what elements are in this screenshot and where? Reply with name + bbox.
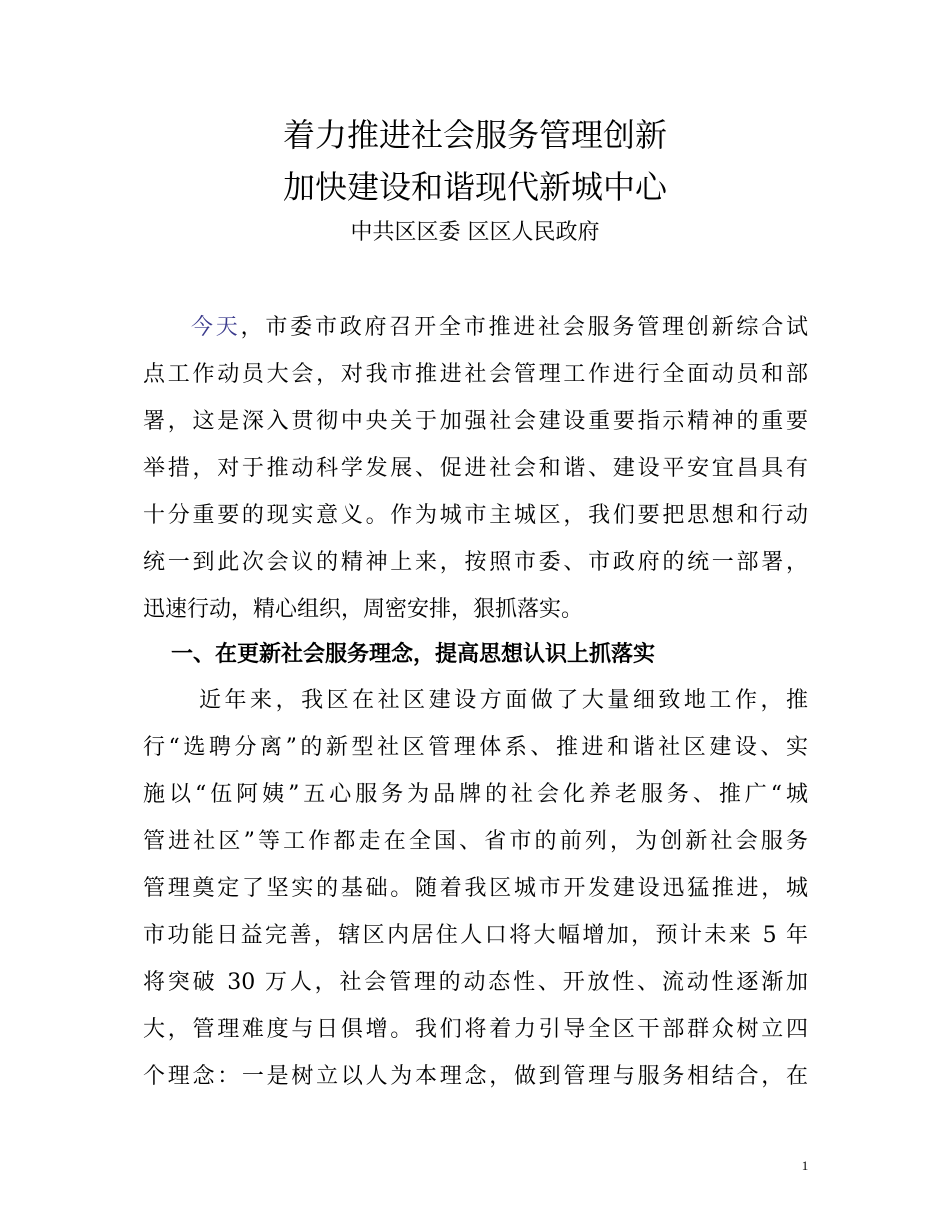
paragraph-1-line-4: 举措，对于推动科学发展、促进社会和谐、建设平安宜昌具有 (143, 456, 808, 481)
paragraph-2-line-1: 近年来，我区在社区建设方面做了大量细致地工作，推 (199, 688, 808, 713)
paragraph-1-line-6: 统一到此次会议的精神上来，按照市委、市政府的统一部署， (143, 550, 808, 575)
paragraph-1-line-1 (143, 313, 808, 343)
paragraph-2-line-4: 管进社区”等工作都走在全国、省市的前列，为创新社会服务 (143, 829, 808, 854)
document-title-line-2: 加快建设和谐现代新城中心 (282, 168, 667, 206)
document-authors: 中共区区委 区区人民政府 (350, 220, 600, 245)
paragraph-2-line-9: 个理念：一是树立以人为本理念，做到管理与服务相结合，在 (143, 1064, 808, 1089)
paragraph-2-line-8: 大，管理难度与日俱增。我们将着力引导全区干部群众树立四 (143, 1017, 808, 1042)
paragraph-1-line-3: 署，这是深入贯彻中央关于加强社会建设重要指示精神的重要 (143, 409, 808, 434)
document-title-line-1: 着力推进社会服务管理创新 (282, 116, 667, 154)
paragraph-1-line-1-text: ，市委市政府召开全市推进社会服务管理创新综合试 (240, 315, 808, 340)
paragraph-2-line-2: 行“选聘分离”的新型社区管理体系、推进和谐社区建设、实 (143, 735, 808, 760)
paragraph-2-line-7: 将突破 30 万人，社会管理的动态性、开放性、流动性逐渐加 (143, 970, 808, 995)
paragraph-2-line-5: 管理奠定了坚实的基础。随着我区城市开发建设迅猛推进，城 (143, 876, 808, 901)
paragraph-1-lead: 今天 (191, 315, 241, 340)
paragraph-1-line-2: 点工作动员大会，对我市推进社会管理工作进行全面动员和部 (143, 362, 808, 387)
section-1-heading: 一、在更新社会服务理念，提高思想认识上抓落实 (171, 642, 656, 667)
paragraph-1-line-5: 十分重要的现实意义。作为城市主城区，我们要把思想和行动 (143, 503, 808, 528)
paragraph-2-line-6: 市功能日益完善，辖区内居住人口将大幅增加，预计未来 5 年 (143, 923, 808, 948)
page-number: 1 (801, 1158, 809, 1173)
paragraph-2-line-3: 施以“伍阿姨”五心服务为品牌的社会化养老服务、推广“城 (143, 782, 808, 807)
paragraph-1-line-7: 迅速行动，精心组织，周密安排，狠抓落实。 (143, 597, 584, 622)
